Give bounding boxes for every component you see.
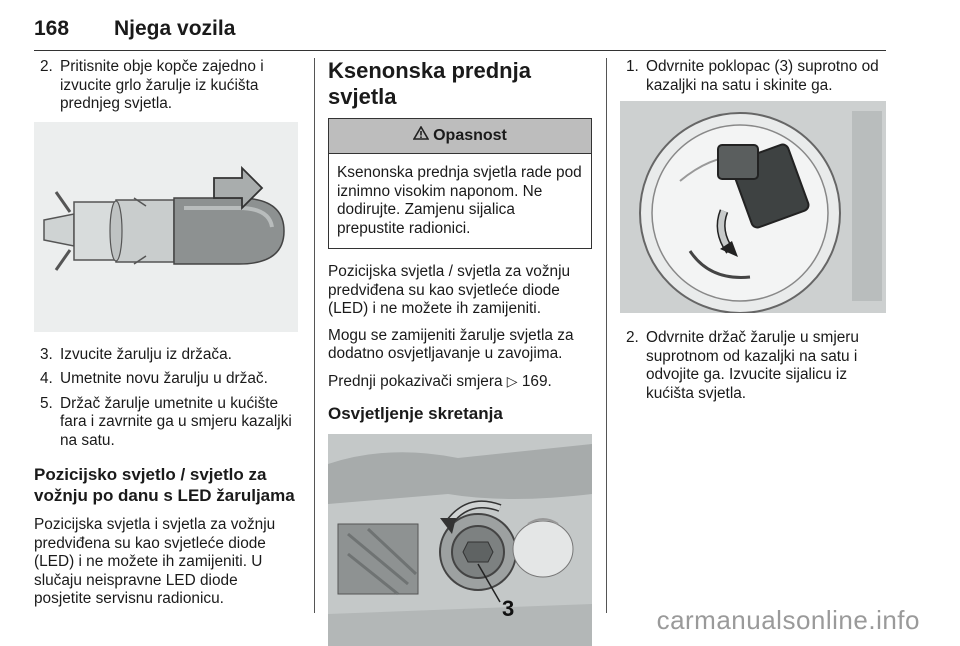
danger-box xyxy=(328,118,592,249)
watermark: carmanualsonline.info xyxy=(656,605,920,635)
headlamp-housing-figure xyxy=(620,101,886,313)
cornering-subheading: Osvjetljenje skretanja xyxy=(328,404,503,423)
paragraph-1: Pozicijska svjetla / svjetla za vožnju predviđena su kao svjetleće diode (LED) i ne možete ih zamijeniti. xyxy=(328,263,571,317)
arrow-ref-icon: ▷ xyxy=(506,372,518,389)
warning-triangle-icon xyxy=(413,119,429,153)
paragraph-2: Mogu se zamijeniti žarulje svjetla za dodatno osvjetljavanje u zavojima. xyxy=(328,326,574,362)
xenon-heading: Ksenonska prednja svjetla xyxy=(328,58,531,109)
engine-bay-figure xyxy=(328,434,592,646)
step-text: Pritisnite obje kopče zajedno i izvucite grlo žarulje iz kućišta prednjeg svjetla. xyxy=(60,58,264,112)
column-left xyxy=(34,58,298,617)
led-paragraph: Pozicijska svjetla i svjetla za vožnju predviđena su kao svjetleće diode (LED) i ne možete ih zamijeniti. U slučaju neispravne LED diode posjetite servisnu radionicu. xyxy=(34,516,276,607)
steps-list xyxy=(34,346,298,451)
step-1: 1. Odvrnite poklopac (3) suprotno od kazaljki na satu i skinite ga. xyxy=(626,58,879,94)
bulb-holder-illustration xyxy=(34,122,298,332)
column-divider xyxy=(606,58,607,613)
step-5: 5. Držač žarulje umetnite u kućište fara i zavrnite ga u smjeru kazaljki na satu. xyxy=(40,394,292,449)
column-divider xyxy=(314,58,315,613)
section-title: Njega vozila xyxy=(114,17,236,40)
column-middle xyxy=(328,58,592,646)
danger-box-header xyxy=(329,119,591,154)
engine-bay-illustration xyxy=(328,434,592,646)
led-subheading: Pozicijsko svjetlo / svjetlo za vožnju po danu s LED žaruljama xyxy=(34,465,295,505)
danger-title: Opasnost xyxy=(433,127,507,144)
column-right xyxy=(620,58,886,409)
step-2: 2. Odvrnite držač žarulje u smjeru suprotnom od kazaljki na satu i odvojite ga. Izvucite sijalicu iz kućišta svjetla. xyxy=(626,329,859,402)
figure-callout: 3 xyxy=(502,596,515,621)
page-header xyxy=(34,14,886,51)
page-reference[interactable]: 169. xyxy=(521,372,552,390)
danger-text: Ksenonska prednja svjetla rade pod iznimno visokim naponom. Ne dodirujte. Zamjenu sijalica prepustite radionici. xyxy=(337,164,582,237)
paragraph-3: Prednji pokazivači smjera ▷ 169. xyxy=(328,372,552,390)
page-number: 168 xyxy=(34,17,70,40)
headlamp-housing-illustration xyxy=(620,101,886,313)
step-2: 2. Pritisnite obje kopče zajedno i izvucite grlo žarulje iz kućišta prednjeg svjetla. xyxy=(40,58,264,112)
step-3: 3. Izvucite žarulju iz držača. xyxy=(40,345,232,363)
step-4: 4. Umetnite novu žarulju u držač. xyxy=(40,370,268,387)
bulb-holder-figure xyxy=(34,122,298,332)
